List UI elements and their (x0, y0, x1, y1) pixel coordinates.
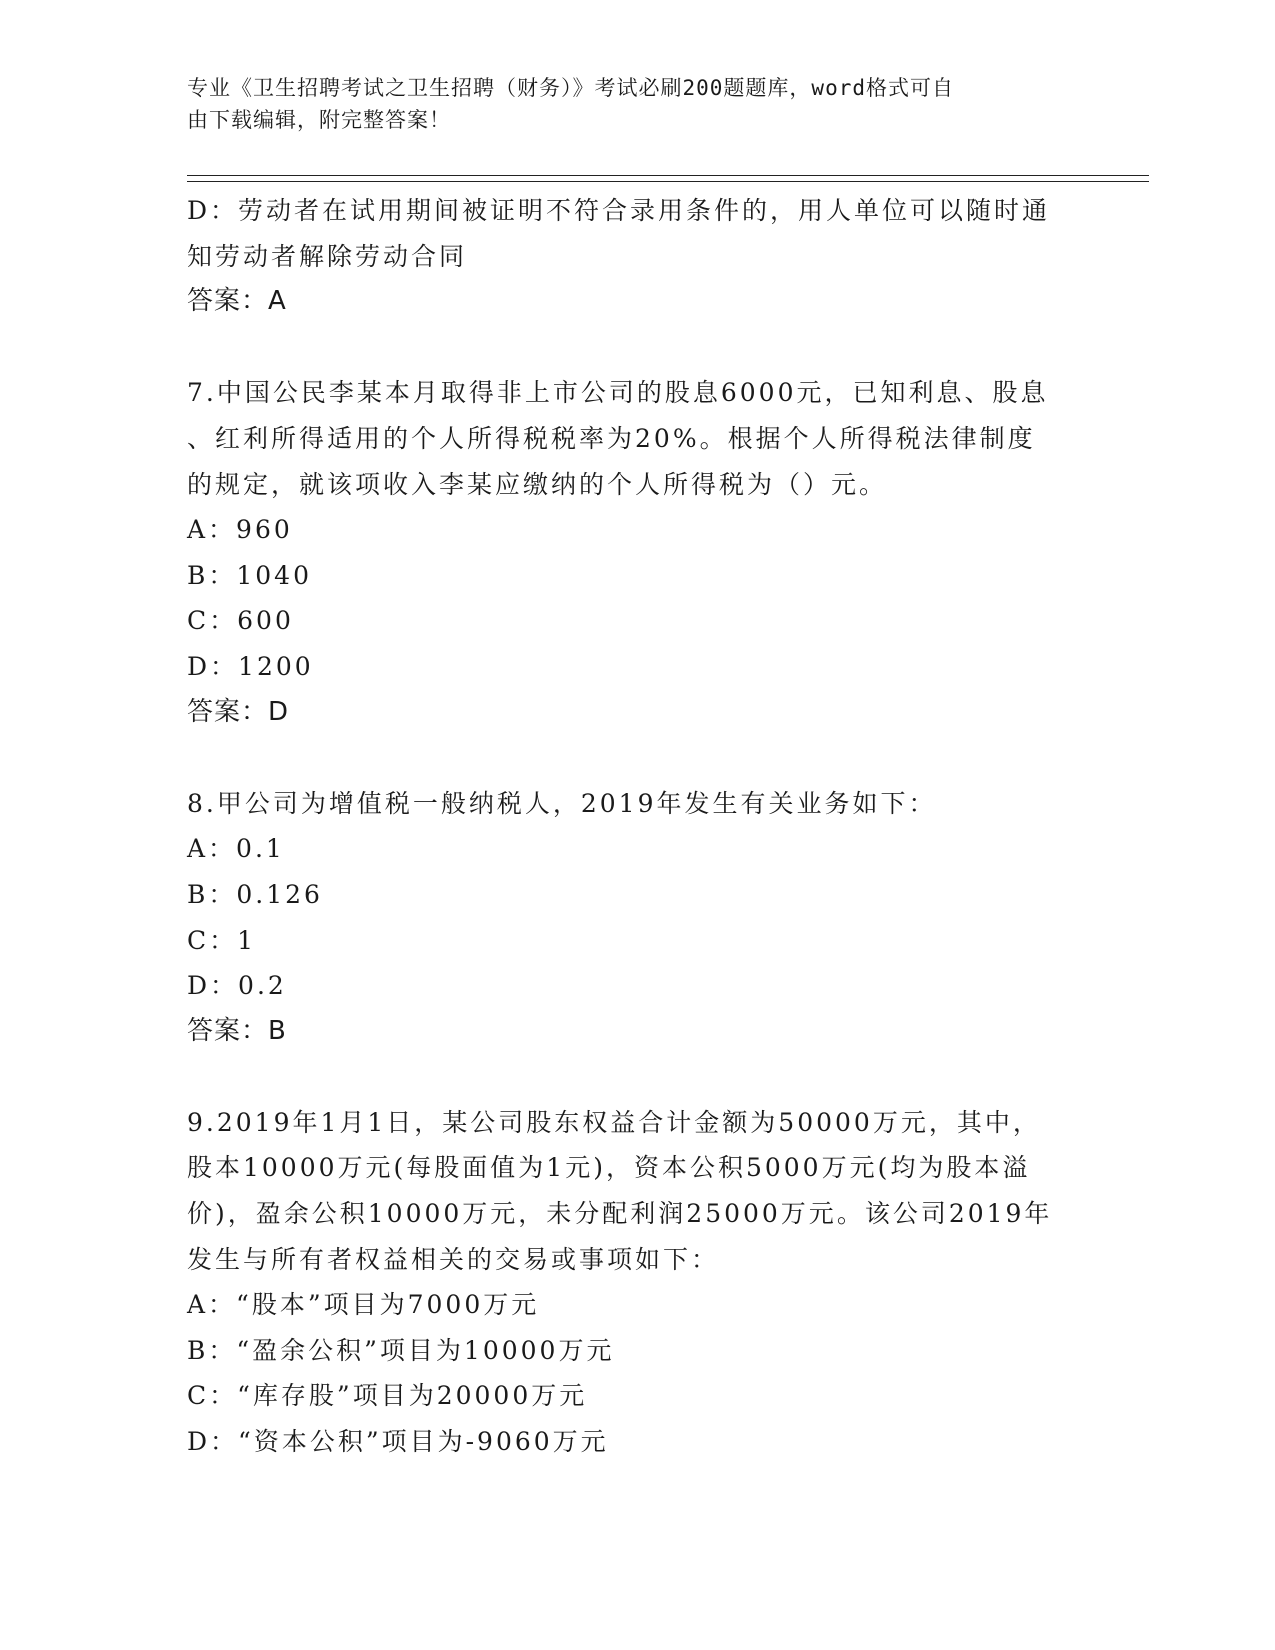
spacer (187, 1054, 1087, 1100)
spacer (187, 325, 1087, 371)
header-line-2: 由下载编辑，附完整答案！ (187, 108, 451, 132)
question-stem-line: 价)，盈余公积10000万元，未分配利润25000万元。该公司2019年 (187, 1199, 1053, 1229)
option-c: C：“库存股”项目为20000万元 (187, 1381, 588, 1411)
question-8 (187, 781, 1087, 1055)
option-d: D：0.2 (187, 971, 287, 1001)
option-d-line-1: D：劳动者在试用期间被证明不符合录用条件的，用人单位可以随时通 (187, 196, 1051, 225)
spacer (187, 735, 1087, 781)
option-c: C：1 (187, 925, 257, 955)
question-stem-line: 的规定，就该项收入李某应缴纳的个人所得税为（）元。 (187, 469, 888, 499)
document-header (187, 72, 1067, 136)
header-divider-top (187, 175, 1149, 176)
option-c: C：600 (187, 606, 294, 636)
answer: 答案：A (187, 286, 287, 317)
option-d: D：“资本公积”项目为-9060万元 (187, 1427, 609, 1457)
question-9 (187, 1100, 1087, 1465)
answer: 答案：B (187, 1015, 287, 1046)
question-stem-line: 、红利所得适用的个人所得税税率为20%。根据个人所得税法律制度 (187, 423, 1036, 453)
question-stem-line: 发生与所有者权益相关的交易或事项如下： (187, 1244, 720, 1274)
option-d-line-2: 知劳动者解除劳动合同 (187, 241, 468, 271)
question-7 (187, 370, 1087, 735)
option-d: D：1200 (187, 651, 314, 681)
previous-question-tail (187, 188, 1087, 325)
document-body (187, 188, 1087, 1465)
header-line-1: 专业《卫生招聘考试之卫生招聘（财务）》考试必刷200题题库，word格式可自 (187, 76, 954, 100)
question-stem-line: 股本10000万元(每股面值为1元)，资本公积5000万元(均为股本溢 (187, 1153, 1031, 1183)
option-b: B：1040 (187, 560, 312, 590)
header-divider-bottom (187, 181, 1149, 182)
question-stem-line: 8.甲公司为增值税一般纳税人，2019年发生有关业务如下： (187, 788, 937, 818)
answer: 答案：D (187, 696, 290, 727)
option-b: B：0.126 (187, 879, 323, 909)
option-a: A：0.1 (187, 834, 285, 864)
option-b: B：“盈余公积”项目为10000万元 (187, 1335, 615, 1365)
option-a: A：960 (187, 515, 293, 545)
question-stem-line: 9.2019年1月1日，某公司股东权益合计金额为50000万元，其中， (187, 1107, 1041, 1137)
option-a: A：“股本”项目为7000万元 (187, 1290, 540, 1320)
question-stem-line: 7.中国公民李某本月取得非上市公司的股息6000元，已知利息、股息 (187, 378, 1049, 408)
